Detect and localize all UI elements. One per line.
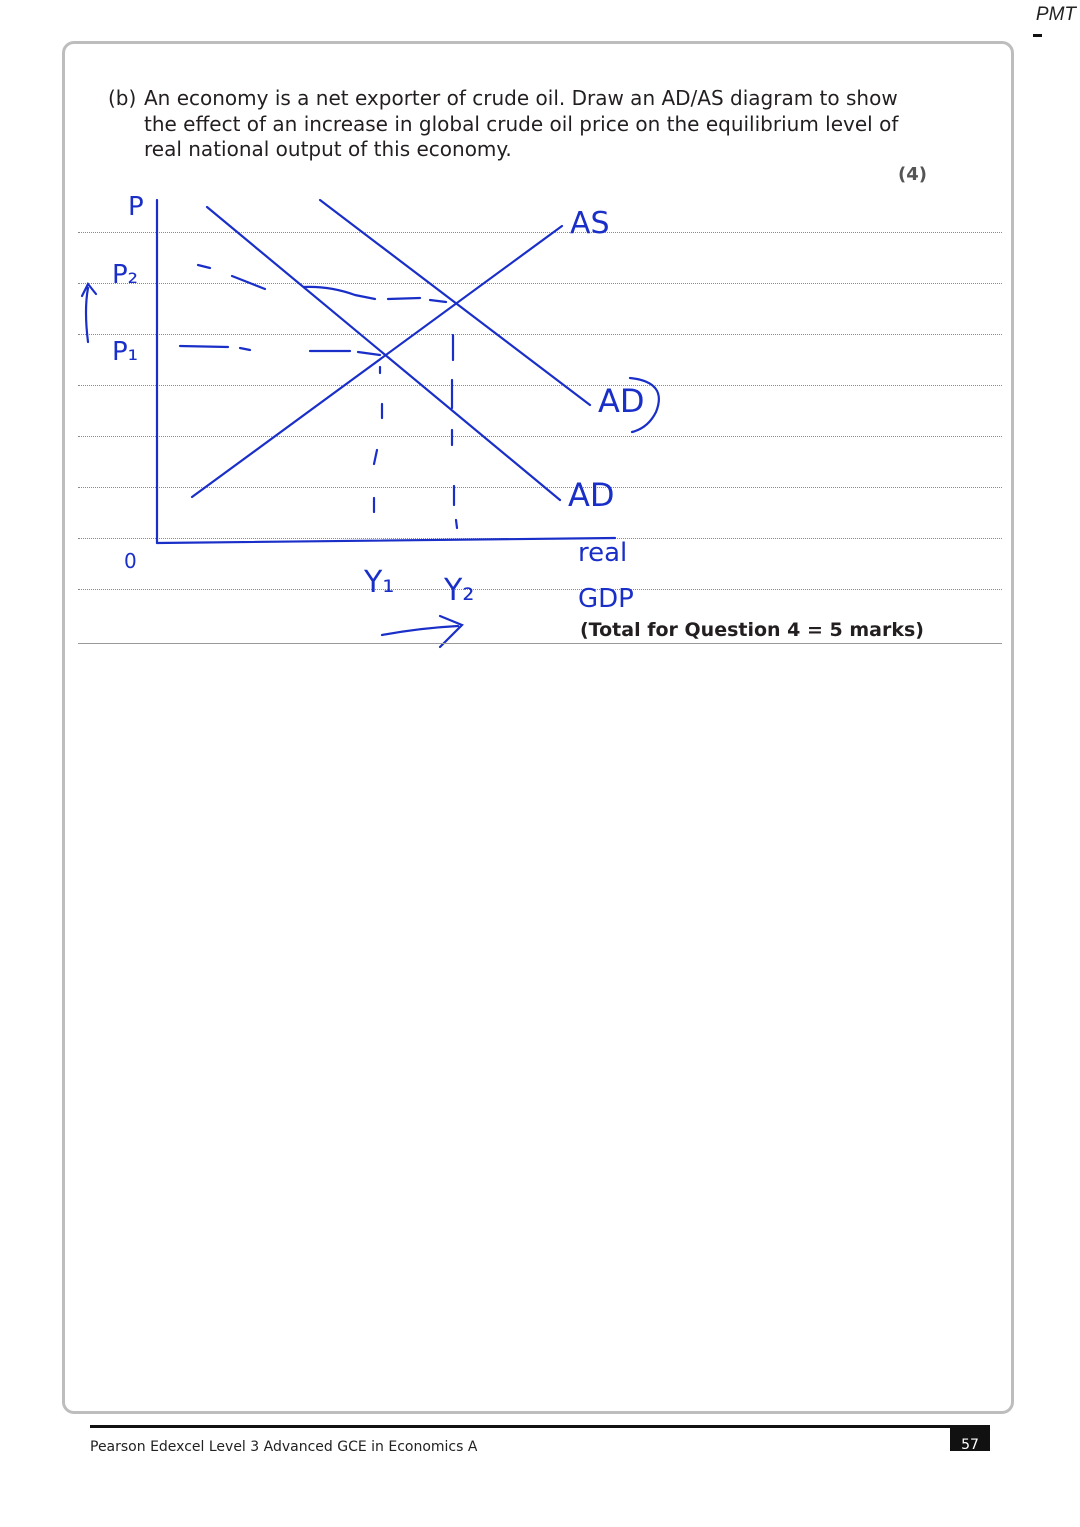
x-axis-label-real: real (578, 538, 628, 568)
y-axis-label: P (128, 192, 144, 222)
question-label: (b) (108, 86, 137, 110)
y2-dashed-line (452, 335, 457, 528)
y1-label: Y₁ (364, 565, 395, 600)
footer-rule (90, 1425, 990, 1428)
ad-label: AD (568, 476, 615, 514)
page-number: 57 (950, 1428, 990, 1451)
handwritten-ad-as-diagram (0, 0, 1080, 700)
p2-dashed-line (198, 265, 446, 302)
as-label: AS (570, 206, 610, 241)
question-marks: (4) (898, 164, 927, 185)
p2-label: P₂ (112, 260, 139, 290)
p1-dashed-line (180, 346, 380, 355)
p1-label: P₁ (112, 337, 139, 367)
pmt-watermark: PMT (1035, 4, 1076, 25)
section-end-rule (78, 643, 1002, 644)
price-rise-arrow-icon (82, 284, 96, 342)
x-axis (157, 538, 615, 543)
y2-label: Y₂ (444, 573, 475, 608)
origin-label: 0 (124, 549, 137, 573)
question-total: (Total for Question 4 = 5 marks) (580, 619, 924, 641)
ad-shifted-label: AD (598, 382, 645, 420)
question-text: An economy is a net exporter of crude oil. Draw an AD/AS diagram to show the effect of an increase in global crude oil price on the equilibrium level of real national output of this economy. (144, 86, 899, 161)
x-axis-label-gdp: GDP (578, 584, 634, 614)
footer-text: Pearson Edexcel Level 3 Advanced GCE in Economics A (90, 1439, 478, 1451)
y1-dashed-line (374, 367, 382, 512)
ad-curve (207, 207, 560, 500)
